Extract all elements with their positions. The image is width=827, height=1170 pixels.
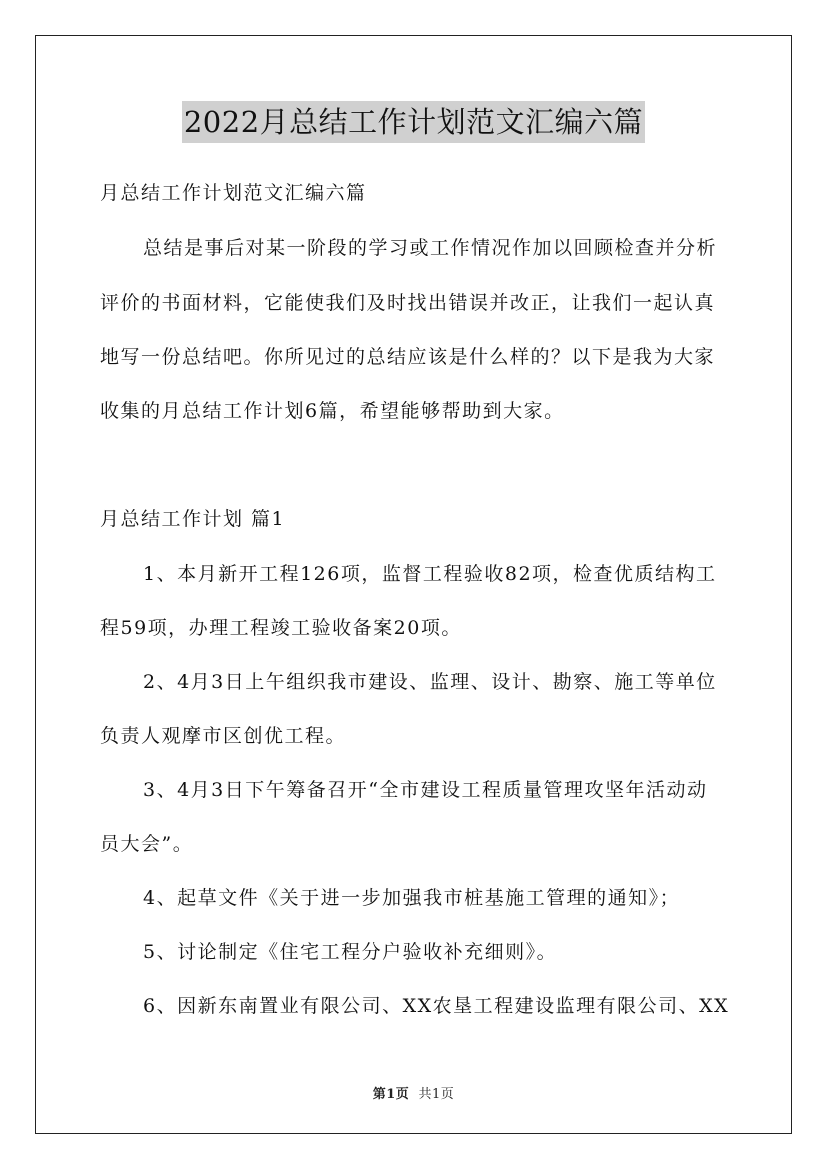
item-line-8: 5、讨论制定《住宅工程分户验收补充细则》。: [143, 941, 558, 963]
item-line-1: 1、本月新开工程126项，监督工程验收82项，检查优质结构工: [143, 563, 717, 585]
item-line-9: 6、因新东南置业有限公司、XX农垦工程建设监理有限公司、XX: [143, 995, 730, 1017]
intro-line-3: 地写一份总结吧。你所见过的总结应该是什么样的？以下是我为大家: [100, 346, 716, 368]
item-line-4: 负责人观摩市区创优工程。: [100, 725, 347, 747]
item-line-6: 员大会”。: [100, 833, 194, 855]
item-line-7: 4、起草文件《关于进一步加强我市桩基施工管理的通知》；: [143, 887, 681, 909]
document-title: 2022月总结工作计划范文汇编六篇: [182, 101, 645, 143]
intro-line-4: 收集的月总结工作计划6篇，希望能够帮助到大家。: [100, 400, 565, 422]
title-container: [0, 101, 827, 143]
item-line-5: 3、4月3日下午筹备召开“全市建设工程质量管理攻坚年活动动: [143, 779, 708, 801]
page-number: 第1页: [372, 1087, 410, 1102]
page-footer: [0, 1083, 827, 1102]
item-line-2: 程59项，办理工程竣工验收备案20项。: [100, 617, 462, 639]
page-total: 共1页: [418, 1087, 455, 1102]
intro-line-2: 评价的书面材料，它能使我们及时找出错误并改正，让我们一起认真: [100, 292, 716, 314]
item-line-3: 2、4月3日上午组织我市建设、监理、设计、勘察、施工等单位: [143, 671, 717, 693]
document-subtitle: 月总结工作计划范文汇编六篇: [100, 182, 367, 204]
intro-line-1: 总结是事后对某一阶段的学习或工作情况作加以回顾检查并分析: [143, 237, 718, 259]
section-heading: 月总结工作计划 篇1: [100, 508, 286, 530]
